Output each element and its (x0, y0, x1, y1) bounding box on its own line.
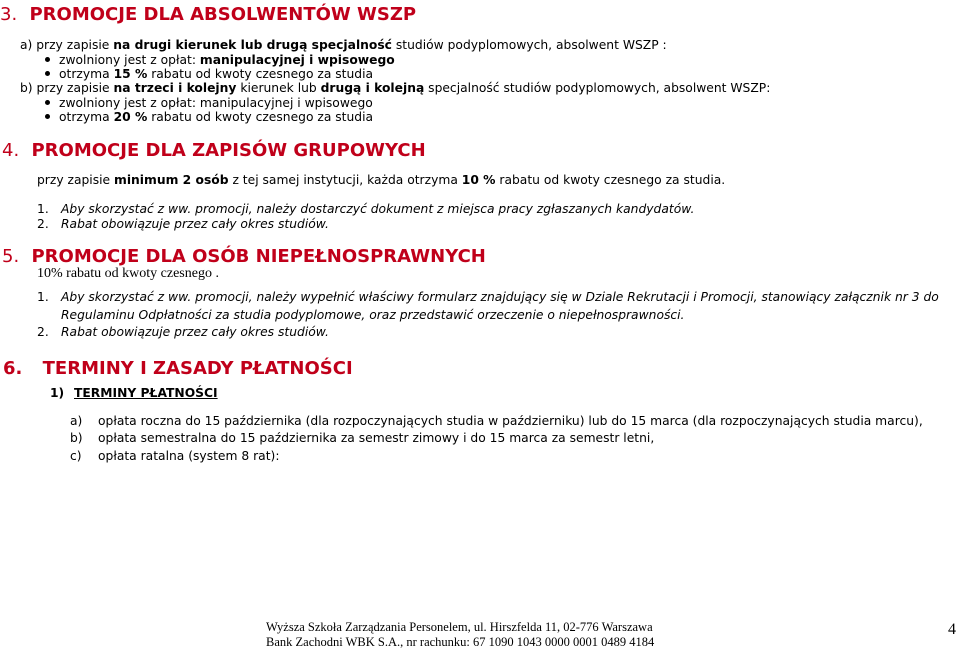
s5-list-item-2 (37, 325, 329, 340)
list-text: Rabat obowiązuje przez cały okres studiów. (61, 325, 329, 339)
list-number: 1. (37, 202, 49, 216)
footer-line-1: Wyższa Szkoła Zarządzania Personelem, ul. Hirszfelda 11, 02-776 Warszawa (266, 620, 653, 634)
list-number: 1. (37, 290, 49, 304)
text-bold: drugą i kolejną (320, 81, 425, 95)
text: zwolniony jest z opłat: manipulacyjnej i wpisowego (59, 96, 373, 110)
bullet-icon (45, 57, 50, 62)
section-number: 4. (2, 140, 20, 161)
s3-a-bullet-2 (45, 67, 373, 82)
list-text: opłata ratalna (system 8 rat): (98, 449, 280, 463)
s5-list-item-1 (37, 290, 939, 305)
list-text: opłata semestralna do 15 października za semestr zimowy i do 15 marca za semestr letni, (98, 431, 655, 445)
section-3-heading (0, 4, 416, 25)
s3-item-a (20, 38, 667, 53)
s4-list-item-1 (37, 202, 694, 217)
footer-line-2: Bank Zachodni WBK S.A., nr rachunku: 67 1090 1043 0000 0001 0489 4184 (266, 635, 655, 649)
text: 10% rabatu od kwoty czesnego . (37, 266, 219, 281)
section-number: 6. (3, 358, 23, 379)
section-title: PROMOCJE DLA ABSOLWENTÓW WSZP (29, 4, 417, 25)
section-number: 5. (2, 246, 20, 267)
s3-b-bullet-1 (45, 96, 373, 111)
s5-list-item-1-cont (61, 308, 684, 323)
text: specjalność studiów podyplomowych, absolwent WSZP: (424, 81, 771, 95)
section-title: PROMOCJE DLA OSÓB NIEPEŁNOSPRAWNYCH (31, 246, 486, 267)
s6-item-c (70, 449, 279, 464)
s6-item-b (70, 431, 654, 446)
s4-list-item-2 (37, 217, 329, 232)
s6-subheading (50, 386, 218, 401)
s3-item-b (20, 81, 770, 96)
text: rabatu od kwoty czesnego za studia. (495, 173, 726, 187)
list-text: Aby skorzystać z ww. promocji, należy wypełnić właściwy formularz znajdujący się w Dziale Rekrutacji i Promocji, stanowiący załącznik nr 3 do (61, 290, 939, 304)
list-letter: c) (70, 449, 82, 463)
section-5-heading (2, 246, 486, 267)
text: przy zapisie (37, 173, 115, 187)
text-bold: minimum 2 osób (114, 173, 229, 187)
sub-number: 1) (50, 386, 65, 400)
text: b) przy zapisie (20, 81, 114, 95)
s4-paragraph (37, 173, 725, 188)
text-bold: 15 % (113, 67, 148, 81)
text: z tej samej instytucji, każda otrzyma (228, 173, 462, 187)
text: kierunek lub (236, 81, 321, 95)
section-title: TERMINY I ZASADY PŁATNOŚCI (42, 358, 353, 379)
text: zwolniony jest z opłat: (59, 53, 200, 67)
bullet-icon (45, 114, 50, 119)
s6-item-a (70, 414, 923, 429)
section-6-heading (3, 358, 353, 379)
text: otrzyma (59, 110, 114, 124)
text: rabatu od kwoty czesnego za studia (147, 110, 374, 124)
text-bold: na trzeci i kolejny (113, 81, 237, 95)
list-text: Regulaminu Odpłatności za studia podyplomowe, oraz przedstawić orzeczenie o niepełnosprawności. (61, 308, 685, 322)
list-number: 2. (37, 325, 49, 339)
text: studiów podyplomowych, absolwent WSZP : (391, 38, 667, 52)
bullet-icon (45, 71, 50, 76)
text-bold: 10 % (461, 173, 496, 187)
section-title: PROMOCJE DLA ZAPISÓW GRUPOWYCH (31, 140, 426, 161)
text-bold: 20 % (113, 110, 148, 124)
list-letter: b) (70, 431, 83, 445)
list-text: Aby skorzystać z ww. promocji, należy dostarczyć dokument z miejsca pracy zgłaszanych kandydatów. (61, 202, 695, 216)
section-number: 3. (0, 4, 18, 25)
s3-b-bullet-2 (45, 110, 373, 125)
text-bold: na drugi kierunek lub drugą specjalność (113, 38, 392, 52)
list-number: 2. (37, 217, 49, 231)
sub-title: TERMINY PŁATNOŚCI (74, 386, 218, 400)
page-number: 4 (948, 621, 956, 638)
list-text: opłata roczna do 15 października (dla rozpoczynających studia w październiku) lub do 15 marca (dla rozpoczynających studia marcu), (98, 414, 923, 428)
s5-paragraph (37, 266, 219, 282)
section-4-heading (2, 140, 426, 161)
text: rabatu od kwoty czesnego za studia (147, 67, 374, 81)
s3-a-bullet-1 (45, 53, 395, 68)
text: a) przy zapisie (20, 38, 114, 52)
list-text: Rabat obowiązuje przez cały okres studiów. (61, 217, 329, 231)
text: otrzyma (59, 67, 114, 81)
bullet-icon (45, 100, 50, 105)
text-bold: manipulacyjnej i wpisowego (199, 53, 395, 67)
list-letter: a) (70, 414, 83, 428)
